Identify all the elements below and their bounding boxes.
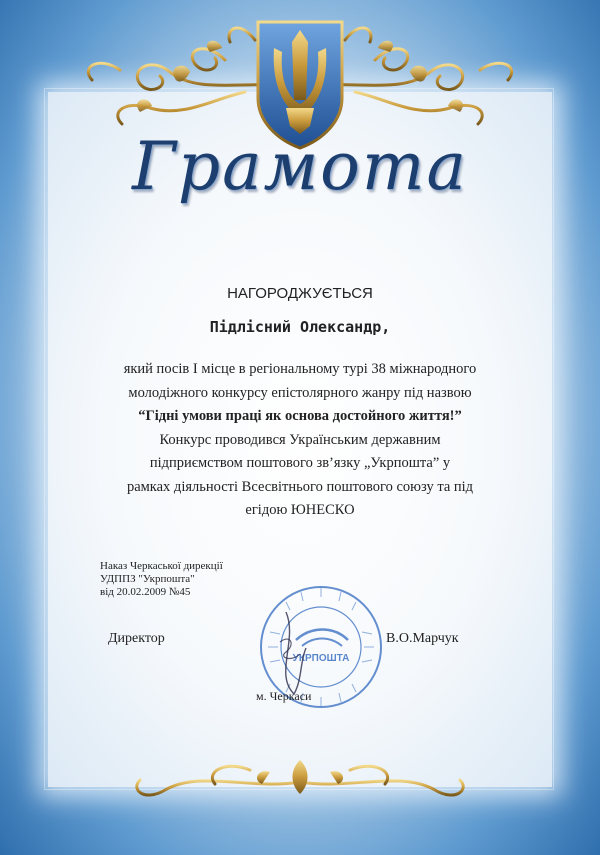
order-line: від 20.02.2009 №45 xyxy=(100,586,191,598)
body-line: Конкурс проводився Українським державним xyxy=(159,431,441,448)
bottom-ornament-center xyxy=(257,760,343,794)
order-line: УДППЗ "Укрпошта" xyxy=(100,573,195,585)
director-label: Директор xyxy=(108,631,165,646)
certificate-title: Грамота xyxy=(132,128,468,205)
order-reference xyxy=(100,560,223,599)
city-label: м. Черкаси xyxy=(256,689,312,703)
body-line: егідою ЮНЕСКО xyxy=(245,502,355,518)
body-line: молодіжного конкурсу епістолярного жанру під назвою xyxy=(128,384,472,401)
contest-theme: “Гідні умови праці як основа достойного життя!” xyxy=(138,408,462,424)
body-line: рамках діяльності Всесвітнього поштового союзу та під xyxy=(126,478,474,495)
recipient-name: Підлісний Олександр, xyxy=(209,318,391,336)
signer-name: В.О.Марчук xyxy=(386,631,459,646)
body-line: підприємством поштового зв’язку „Укрпошта” у xyxy=(149,455,451,471)
award-heading: НАГОРОДЖУЄТЬСЯ xyxy=(227,285,373,302)
body-line: який посів І місце в регіональному турі 38 міжнародного xyxy=(123,361,477,377)
certificate-body-text xyxy=(95,358,505,523)
order-line: Наказ Черкаської дирекції xyxy=(100,560,223,572)
stamp-label: УКРПОШТА xyxy=(292,653,350,664)
